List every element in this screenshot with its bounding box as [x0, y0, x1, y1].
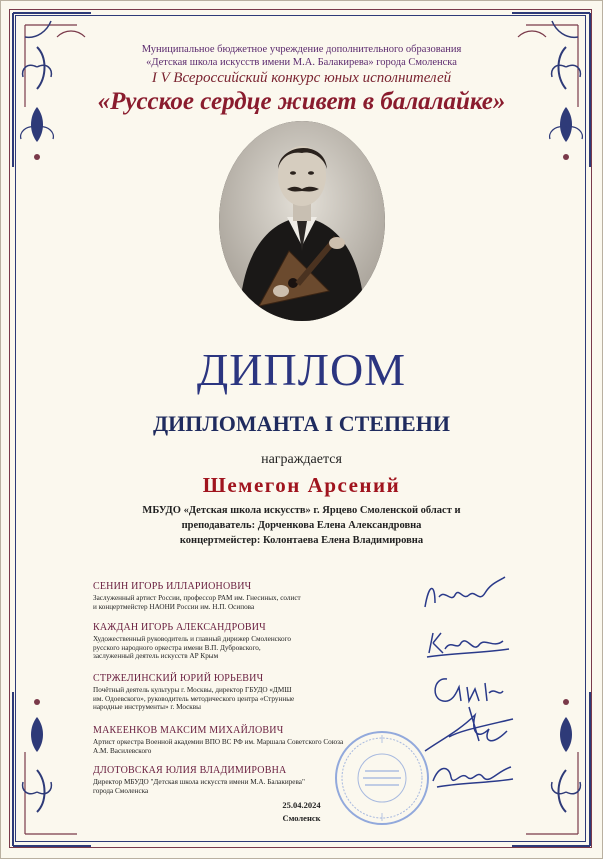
signature-4: [419, 701, 519, 756]
issue-city: Смоленск: [282, 813, 321, 823]
portrait-photo: [219, 121, 385, 321]
winner-school: МБУДО «Детская школа искусств» г. Ярцево Смоленской област и: [142, 505, 461, 516]
winner-name: Шемегон Арсений: [202, 473, 401, 497]
jury-member-desc: Заслуженный артист России, профессор РАМ им. Гнесиных, солист и концертмейстер НАОНИ России им. Н.П. Осипова: [93, 594, 301, 611]
contest-title: I V Всероссийский конкурс юных исполнителей: [151, 70, 452, 86]
jury-member: [93, 622, 393, 661]
awarded-label: награждается: [261, 452, 342, 467]
issue-date: 25.04.2024: [282, 800, 321, 810]
diploma-degree: ДИПЛОМАНТА I СТЕПЕНИ: [153, 411, 450, 436]
jury-member-name: КАЖДАН ИГОРЬ АЛЕКСАНДРОВИЧ: [93, 622, 266, 633]
jury-member-name: МАКЕЕНКОВ МАКСИМ МИХАЙЛОВИЧ: [93, 725, 284, 736]
diploma-title: ДИПЛОМ: [196, 344, 407, 395]
organization-line-2: «Детская школа искусств имени М.А. Балакирева» города Смоленска: [146, 57, 457, 68]
winner-teacher: преподаватель: Дорченкова Елена Александровна: [181, 520, 422, 531]
corner-ornament-bottom-left: [7, 682, 97, 852]
signature-1: [419, 573, 509, 615]
jury-member-name: СТРЖЕЛИНСКИЙ ЮРИЙ ЮРЬЕВИЧ: [93, 673, 264, 684]
jury-member-desc: Художественный руководитель и главный дирижер Смоленского русского народного оркестра имени В.П. Дубровского, заслуженный деятель искусств АР Крым: [93, 635, 291, 661]
corner-ornament-bottom-right: [506, 682, 596, 852]
jury-member: [93, 673, 393, 712]
organization-line-1: Муниципальное бюджетное учреждение дополнительного образования: [141, 44, 462, 55]
signature-5: [427, 755, 517, 791]
signature-2: [423, 623, 513, 661]
winner-accompanist: концертмейстер: Колонтаева Елена Владимировна: [179, 535, 424, 546]
jury-member-name: СЕНИН ИГОРЬ ИЛЛАРИОНОВИЧ: [93, 581, 252, 592]
jury-member: [93, 581, 393, 611]
jury-member-name: ДЛОТОВСКАЯ ЮЛИЯ ВЛАДИМИРОВНА: [93, 765, 287, 776]
contest-name: «Русское сердце живет в балалайке»: [97, 88, 506, 115]
jury-member-desc: Директор МБУДО "Детская школа искусств имени М.А. Балакирева" города Смоленска: [93, 778, 305, 795]
jury-member-desc: Артист оркестра Военной академии ВПО ВС РФ им. Маршала Советского Союза А.М. Василевского: [93, 738, 344, 755]
jury-member-desc: Почётный деятель культуры г. Москвы, директор ГБУДО «ДМШ им. Одоевского», руководитель методического центра «Струнные народные инструменты» г. Москвы: [93, 686, 295, 712]
